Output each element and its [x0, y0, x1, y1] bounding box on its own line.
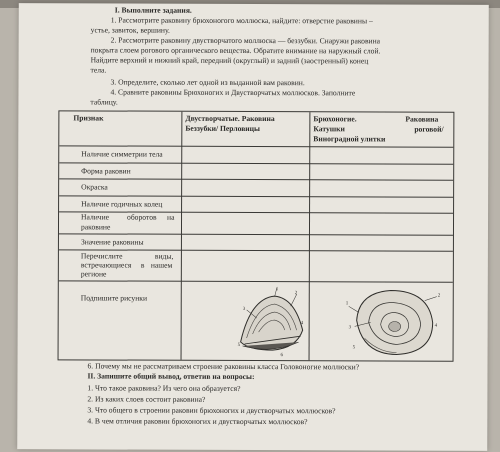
row-label: на: [167, 212, 175, 222]
task-1-line-1: 1. Рассмотрите раковину брюхоногого моллюска, найдите: отверстие раковины –: [110, 15, 373, 26]
table-divider: [181, 112, 183, 360]
row-label: в: [140, 260, 145, 270]
header-gastro-line-3: Виноградной улитки: [313, 134, 386, 144]
task-2-line-4: тела.: [90, 65, 107, 75]
figure-label: 4: [300, 321, 304, 327]
task-1-line-2: устье, завиток, вершину.: [90, 25, 170, 35]
row-label: Форма раковин: [81, 166, 131, 176]
row-label: оборотов: [127, 212, 157, 222]
conclusion-question: 2. Из каких слоев состоит раковина?: [87, 394, 206, 404]
row-label: нашем: [150, 260, 173, 270]
figure-label: 3: [242, 306, 246, 312]
comparison-table: [58, 110, 455, 361]
row-label: Подпишите рисунки: [80, 293, 148, 303]
table-divider: [59, 145, 453, 147]
table-divider: [59, 211, 453, 213]
row-label: Значение раковины: [80, 237, 144, 247]
figure-label: 4: [434, 323, 438, 329]
figure-label: 2: [437, 293, 441, 299]
row-label: Окраска: [81, 182, 108, 192]
task-2-line-3: Найдите верхний и нижний край, передний (округлый) и задний (заостренный) конец: [90, 55, 369, 66]
row-label: встречающиеся: [80, 260, 132, 270]
row-label: регионе: [80, 269, 107, 279]
row-label: раковине: [80, 222, 111, 232]
row-label: Наличие годичных колец: [81, 199, 163, 209]
table-divider: [59, 195, 453, 197]
figure-label: 1: [275, 287, 279, 293]
header-gastro-line-2a: Катушки: [313, 124, 345, 134]
table-divider: [59, 162, 453, 164]
figure-label: 2: [294, 291, 298, 297]
header-feature: Признак: [73, 113, 104, 123]
header-gastro-line-1b: Раковина: [405, 114, 439, 124]
task-3: 3. Определите, сколько лет одной из выданной вам раковин.: [110, 77, 305, 88]
conclusion-heading: II. Запишите общий вывод, ответив на вопросы:: [87, 371, 255, 382]
row-label: Наличие симметрии тела: [81, 149, 163, 159]
header-gastro-line-2b: роговой/: [414, 124, 444, 134]
figure-label: 5: [352, 345, 356, 351]
task-4-line-2: таблицу.: [90, 97, 118, 107]
question-6: 6. Почему мы не рассматриваем строение раковины класса Головоногие моллюски?: [87, 361, 360, 372]
conclusion-question: 1. Что такое раковина? Из чего она образуется?: [87, 383, 241, 393]
figure-label: 1: [345, 301, 349, 307]
row-label: Перечислите: [80, 251, 123, 261]
bivalve-shell-illustration: [237, 284, 309, 358]
row-label: Наличие: [81, 212, 110, 222]
figure-label: 3: [348, 325, 352, 331]
row-label: виды,: [154, 251, 174, 261]
table-divider: [59, 178, 453, 180]
header-gastro-line-1: Брюхоногие.: [313, 114, 357, 124]
header-bivalve-line-2: Беззубки/ Перловицы: [185, 123, 261, 134]
conclusion-question: 3. Что общего в строении раковин брюхоногих и двустворчатых моллюсков?: [87, 405, 336, 416]
snail-shell-illustration: [345, 282, 445, 360]
header-bivalve-line-1: Двустворчатые. Раковина: [185, 113, 275, 124]
table-divider: [59, 233, 453, 235]
worksheet-page: [17, 3, 489, 451]
section-heading: I. Выполните задания.: [114, 5, 192, 15]
figure-label: 5: [237, 342, 241, 348]
task-2-line-1: 2. Рассмотрите раковину двустворчатого моллюска — беззубки. Снаружи раковина: [110, 35, 381, 46]
task-2-line-2: покрыта слоем рогового органического вещества. Обратите внимание на наружный слой.: [90, 45, 381, 56]
conclusion-question: 4. В чем отличия раковин брюхоногих и двустворчатых моллюсков?: [87, 416, 308, 427]
figure-label: 6: [280, 353, 284, 359]
table-divider: [309, 112, 311, 360]
task-4-line-1: 4. Сравните раковины Брюхоногих и Двустворчатых моллюсков. Заполните: [110, 87, 356, 98]
